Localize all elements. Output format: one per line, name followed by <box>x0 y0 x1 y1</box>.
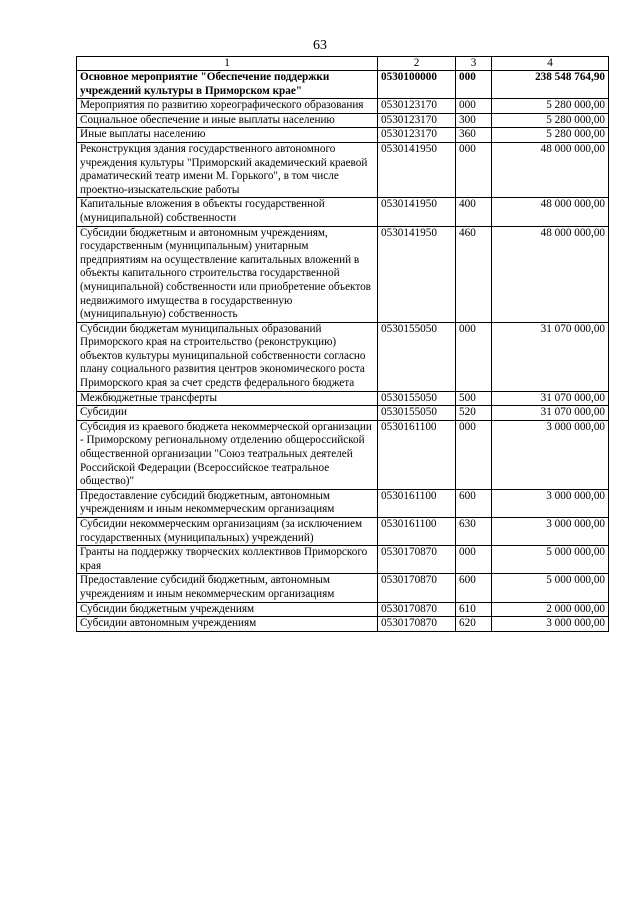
row-type: 000 <box>456 142 492 197</box>
row-name: Основное мероприятие "Обеспечение поддержки учреждений культуры в Приморском крае" <box>77 71 378 99</box>
row-name: Субсидии бюджетам муниципальных образований Приморского края на строительство (реконструкцию) объектов культуры муниципальной собственности согласно плану социального развития центров экономического роста Приморского края за счет средств федерального бюджета <box>77 322 378 391</box>
row-amount: 238 548 764,90 <box>492 71 609 99</box>
row-name: Капитальные вложения в объекты государственной (муниципальной) собственности <box>77 198 378 226</box>
header-col-4: 4 <box>492 57 609 71</box>
row-name: Реконструкция здания государственного автономного учреждения культуры "Приморский академический краевой драматический театр имени М. Горького", в том числе проектно-изыскательские работы <box>77 142 378 197</box>
row-type: 000 <box>456 99 492 114</box>
page-number: 63 <box>313 38 327 53</box>
row-code: 0530123170 <box>378 128 456 143</box>
row-type: 000 <box>456 546 492 574</box>
table-row <box>77 406 609 421</box>
budget-table <box>76 56 609 632</box>
row-amount: 31 070 000,00 <box>492 391 609 406</box>
table-body <box>77 71 609 632</box>
table-row <box>77 71 609 99</box>
table-row <box>77 128 609 143</box>
row-name: Предоставление субсидий бюджетным, автономным учреждениям и иным некоммерческим организациям <box>77 574 378 602</box>
row-amount: 31 070 000,00 <box>492 322 609 391</box>
table-row <box>77 518 609 546</box>
row-amount: 3 000 000,00 <box>492 617 609 632</box>
row-code: 0530141950 <box>378 226 456 322</box>
row-code: 0530161100 <box>378 489 456 517</box>
row-amount: 48 000 000,00 <box>492 142 609 197</box>
row-name: Субсидии бюджетным и автономным учреждениям, государственным (муниципальным) унитарным предприятиям на осуществление капитальных вложений в объекты капитального строительства государственной (муниципальной) собственности или приобретение объектов недвижимого имущества в государственную (муниципальную) собственность <box>77 226 378 322</box>
row-amount: 5 280 000,00 <box>492 113 609 128</box>
table-row <box>77 489 609 517</box>
row-code: 0530170870 <box>378 546 456 574</box>
row-amount: 3 000 000,00 <box>492 489 609 517</box>
row-name: Субсидии бюджетным учреждениям <box>77 602 378 617</box>
row-code: 0530155050 <box>378 322 456 391</box>
header-col-3: 3 <box>456 57 492 71</box>
row-code: 0530161100 <box>378 518 456 546</box>
row-name: Социальное обеспечение и иные выплаты населению <box>77 113 378 128</box>
row-code: 0530155050 <box>378 391 456 406</box>
row-amount: 5 000 000,00 <box>492 546 609 574</box>
header-col-1: 1 <box>77 57 378 71</box>
table-row <box>77 602 609 617</box>
row-amount: 48 000 000,00 <box>492 226 609 322</box>
table-row <box>77 113 609 128</box>
row-name: Субсидия из краевого бюджета некоммерческой организации - Приморскому региональному отделению общероссийской общественной организации "Союз театральных деятелей Российской Федерации (Всероссийское театральное общество)" <box>77 420 378 489</box>
table-row <box>77 574 609 602</box>
row-amount: 3 000 000,00 <box>492 518 609 546</box>
table-row <box>77 420 609 489</box>
row-name: Мероприятия по развитию хореографического образования <box>77 99 378 114</box>
header-col-2: 2 <box>378 57 456 71</box>
row-type: 000 <box>456 322 492 391</box>
table-row <box>77 546 609 574</box>
row-type: 610 <box>456 602 492 617</box>
row-code: 0530141950 <box>378 198 456 226</box>
row-type: 000 <box>456 420 492 489</box>
table-row <box>77 322 609 391</box>
row-type: 460 <box>456 226 492 322</box>
row-amount: 31 070 000,00 <box>492 406 609 421</box>
table-row <box>77 99 609 114</box>
row-type: 400 <box>456 198 492 226</box>
row-amount: 3 000 000,00 <box>492 420 609 489</box>
row-code: 0530123170 <box>378 113 456 128</box>
row-name: Субсидии некоммерческим организациям (за исключением государственных (муниципальных) учреждений) <box>77 518 378 546</box>
row-amount: 5 280 000,00 <box>492 128 609 143</box>
table-row <box>77 391 609 406</box>
row-amount: 48 000 000,00 <box>492 198 609 226</box>
row-code: 0530161100 <box>378 420 456 489</box>
table-row <box>77 198 609 226</box>
row-code: 0530170870 <box>378 617 456 632</box>
row-amount: 5 280 000,00 <box>492 99 609 114</box>
row-name: Гранты на поддержку творческих коллективов Приморского края <box>77 546 378 574</box>
row-type: 000 <box>456 71 492 99</box>
row-code: 0530100000 <box>378 71 456 99</box>
row-name: Предоставление субсидий бюджетным, автономным учреждениям и иным некоммерческим организациям <box>77 489 378 517</box>
header-row <box>77 57 609 71</box>
row-code: 0530170870 <box>378 602 456 617</box>
row-type: 360 <box>456 128 492 143</box>
row-type: 630 <box>456 518 492 546</box>
row-amount: 5 000 000,00 <box>492 574 609 602</box>
table-row <box>77 142 609 197</box>
row-type: 600 <box>456 489 492 517</box>
row-code: 0530141950 <box>378 142 456 197</box>
row-code: 0530123170 <box>378 99 456 114</box>
row-type: 620 <box>456 617 492 632</box>
row-name: Межбюджетные трансферты <box>77 391 378 406</box>
row-amount: 2 000 000,00 <box>492 602 609 617</box>
row-name: Субсидии автономным учреждениям <box>77 617 378 632</box>
table-row <box>77 617 609 632</box>
row-type: 300 <box>456 113 492 128</box>
row-name: Иные выплаты населению <box>77 128 378 143</box>
row-name: Субсидии <box>77 406 378 421</box>
table-row <box>77 226 609 322</box>
row-type: 520 <box>456 406 492 421</box>
row-code: 0530170870 <box>378 574 456 602</box>
row-type: 500 <box>456 391 492 406</box>
row-type: 600 <box>456 574 492 602</box>
row-code: 0530155050 <box>378 406 456 421</box>
